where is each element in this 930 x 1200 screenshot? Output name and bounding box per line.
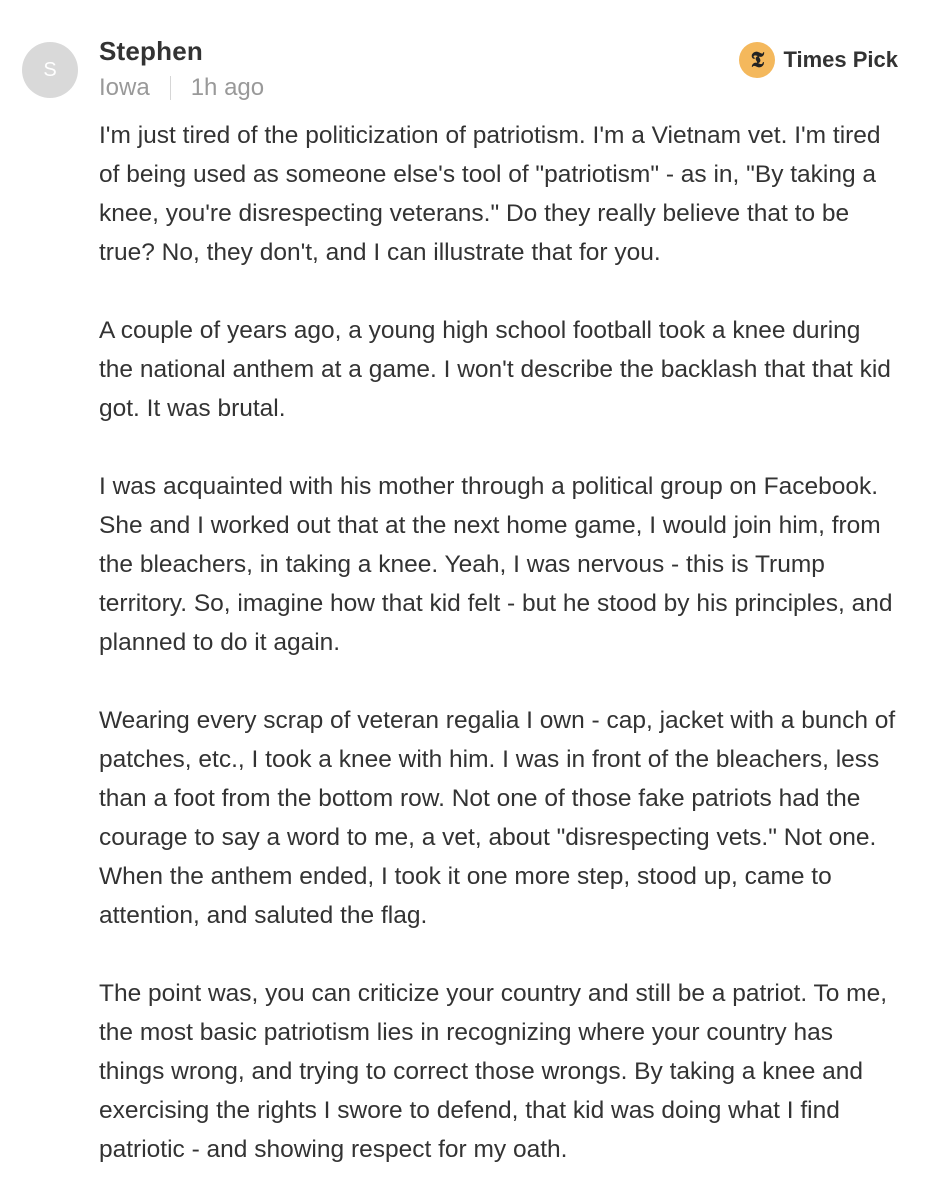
comment-meta [99, 74, 264, 102]
comment-paragraph: I was acquainted with his mother through a political group on Facebook. She and I worked out that at the next home game, I would join him, from the bleachers, in taking a knee. Yeah, I was nervous - this is Trump territory. So, imagine how that kid felt - but he stood by his principles, and planned to do it again. [99, 473, 893, 656]
times-pick-badge [739, 42, 898, 78]
comment-body [99, 116, 899, 1200]
author-name[interactable]: Stephen [99, 36, 203, 66]
location-text: Iowa [99, 74, 150, 101]
comment-paragraph: A couple of years ago, a young high school football took a knee during the national anthem at a game. I won't describe the backlash that that kid got. It was brutal. [99, 317, 891, 422]
nyt-t-icon: 𝕿 [739, 42, 775, 78]
comment-paragraph: The point was, you can criticize your country and still be a patriot. To me, the most basic patriotism lies in recognizing where your country has things wrong, and trying to correct those wrongs. By taking a knee and exercising the rights I swore to defend, that kid was doing what I find patriotic - and showing respect for my oath. [99, 980, 888, 1163]
times-pick-label: Times Pick [783, 47, 898, 72]
comment-paragraph: I'm just tired of the politicization of patriotism. I'm a Vietnam vet. I'm tired of being used as someone else's tool of "patriotism" - as in, "By taking a knee, you're disrespecting veterans." Do they really believe that to be true? No, they don't, and I can illustrate that for you. [99, 122, 881, 266]
comment-paragraph: Wearing every scrap of veteran regalia I own - cap, jacket with a bunch of patches, etc., I took a knee with him. I was in front of the bleachers, less than a foot from the bottom row. Not one of those fake patriots had the courage to say a word to me, a vet, about "disrespecting vets." Not one. When the anthem ended, I took it one more step, stood up, came to attention, and saluted the flag. [99, 707, 896, 929]
meta-divider [170, 76, 171, 100]
timestamp: 1h ago [190, 74, 265, 101]
avatar[interactable]: S [22, 42, 78, 98]
